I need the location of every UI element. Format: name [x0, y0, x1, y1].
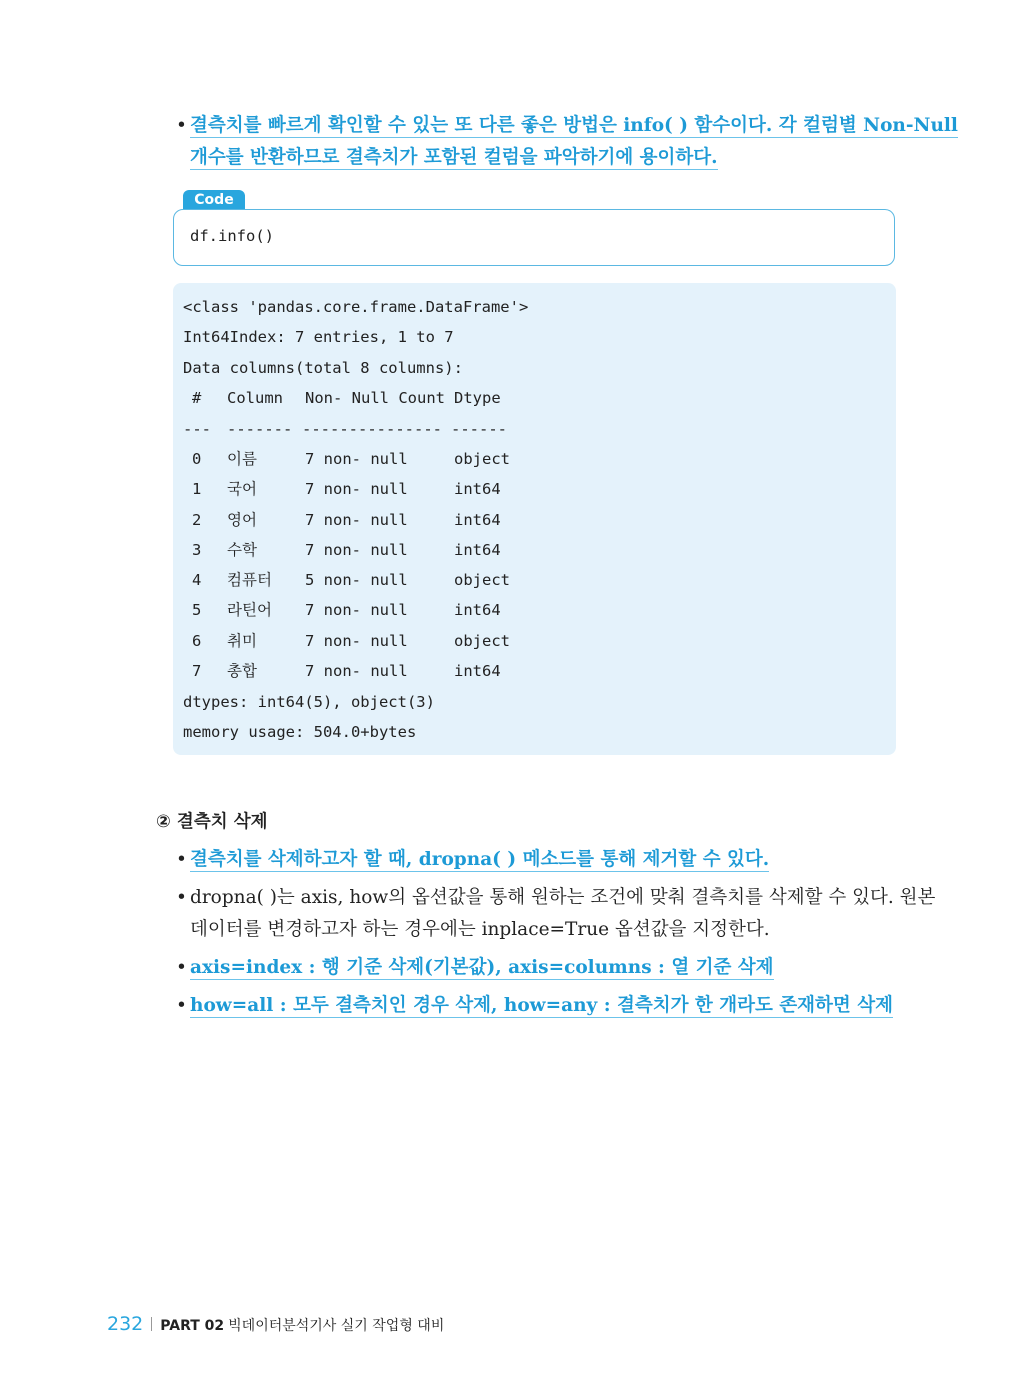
row-index: 7	[192, 662, 202, 680]
col-header-count: Non- Null Count	[305, 389, 445, 407]
output-separator	[183, 414, 883, 444]
row-index: 0	[192, 450, 202, 468]
col-header-dtype: Dtype	[454, 389, 501, 407]
section-title: ② 결측치 삭제	[156, 812, 268, 832]
table-row	[183, 656, 883, 686]
bullet-dropna-text: 결측치를 삭제하고자 할 때, dropna( ) 메소드를 통해 제거할 수 있다.	[190, 849, 770, 870]
row-index: 3	[192, 541, 202, 559]
output-columns-header	[183, 383, 883, 413]
row-column: 총합	[227, 662, 257, 680]
table-row	[183, 444, 883, 474]
bullet-info-line2: 개수를 반환하므로 결측치가 포함된 컬럼을 파악하기에 용이하다.	[190, 147, 718, 168]
footer-book-title: 빅데이터분석기사 실기 작업형 대비	[228, 1318, 445, 1334]
table-row	[183, 626, 883, 656]
table-row	[183, 595, 883, 625]
bullet-axis	[176, 952, 774, 984]
bullet-dot: •	[176, 995, 187, 1016]
row-dtype: int64	[454, 662, 501, 680]
output-line: <class 'pandas.core.frame.DataFrame'>	[183, 298, 529, 316]
row-column: 영어	[227, 511, 257, 529]
bullet-info-line1: 결측치를 빠르게 확인할 수 있는 또 다른 좋은 방법은 info( ) 함수이다. 각 컬럼별 Non-Null	[190, 115, 958, 136]
bullet-dropna	[176, 844, 769, 876]
sep-count: ---------------	[302, 420, 442, 438]
bullet-info	[176, 110, 958, 174]
col-header-column: Column	[227, 389, 283, 407]
bullet-options-line2: 데이터를 변경하고자 하는 경우에는 inplace=True 옵션값을 지정한다.	[190, 919, 770, 940]
footer-part: PART 02	[160, 1318, 225, 1334]
bullet-dot: •	[176, 115, 187, 136]
row-dtype: int64	[454, 480, 501, 498]
row-column: 수학	[227, 541, 257, 559]
row-count: 7 non- null	[305, 601, 408, 619]
page-footer	[107, 1313, 444, 1335]
row-column: 이름	[227, 450, 257, 468]
row-count: 7 non- null	[305, 511, 408, 529]
row-dtype: object	[454, 571, 510, 589]
code-text: df.info()	[190, 227, 274, 245]
table-row	[183, 505, 883, 535]
code-tab-label: Code	[183, 190, 245, 210]
row-dtype: int64	[454, 511, 501, 529]
bullet-dot: •	[176, 849, 187, 870]
row-count: 7 non- null	[305, 662, 408, 680]
bullet-axis-text: axis=index : 행 기준 삭제(기본값), axis=columns : 열 기준 삭제	[190, 957, 774, 978]
output-line: Int64Index: 7 entries, 1 to 7	[183, 328, 454, 346]
bullet-how	[176, 990, 893, 1022]
sep-index: ---	[183, 420, 211, 438]
row-column: 취미	[227, 632, 257, 650]
sep-column: -------	[227, 420, 293, 438]
row-count: 7 non- null	[305, 480, 408, 498]
row-dtype: int64	[454, 541, 501, 559]
row-dtype: int64	[454, 601, 501, 619]
row-index: 6	[192, 632, 202, 650]
row-dtype: object	[454, 450, 510, 468]
row-count: 7 non- null	[305, 450, 408, 468]
output-line: memory usage: 504.0+bytes	[183, 723, 417, 741]
col-header-index: #	[192, 389, 202, 407]
footer-divider	[151, 1317, 152, 1331]
row-column: 컴퓨터	[227, 571, 272, 589]
row-index: 4	[192, 571, 202, 589]
table-row	[183, 565, 883, 595]
code-box	[173, 209, 895, 266]
table-row	[183, 474, 883, 504]
row-count: 5 non- null	[305, 571, 408, 589]
output-box	[173, 283, 896, 755]
row-dtype: object	[454, 632, 510, 650]
row-count: 7 non- null	[305, 632, 408, 650]
page-number: 232	[107, 1313, 144, 1335]
row-column: 라틴어	[227, 601, 272, 619]
table-row	[183, 535, 883, 565]
row-column: 국어	[227, 480, 257, 498]
bullet-how-text: how=all : 모두 결측치인 경우 삭제, how=any : 결측치가 한 개라도 존재하면 삭제	[190, 995, 893, 1016]
bullet-dot: •	[176, 957, 187, 978]
row-index: 1	[192, 480, 202, 498]
sep-dtype: ------	[451, 420, 507, 438]
output-line: dtypes: int64(5), object(3)	[183, 693, 435, 711]
bullet-options	[176, 882, 935, 946]
bullet-options-line1: dropna( )는 axis, how의 옵션값을 통해 원하는 조건에 맞춰 결측치를 삭제할 수 있다. 원본	[190, 887, 936, 908]
bullet-dot: •	[176, 887, 187, 908]
row-count: 7 non- null	[305, 541, 408, 559]
output-line: Data columns(total 8 columns):	[183, 359, 463, 377]
row-index: 2	[192, 511, 202, 529]
row-index: 5	[192, 601, 202, 619]
